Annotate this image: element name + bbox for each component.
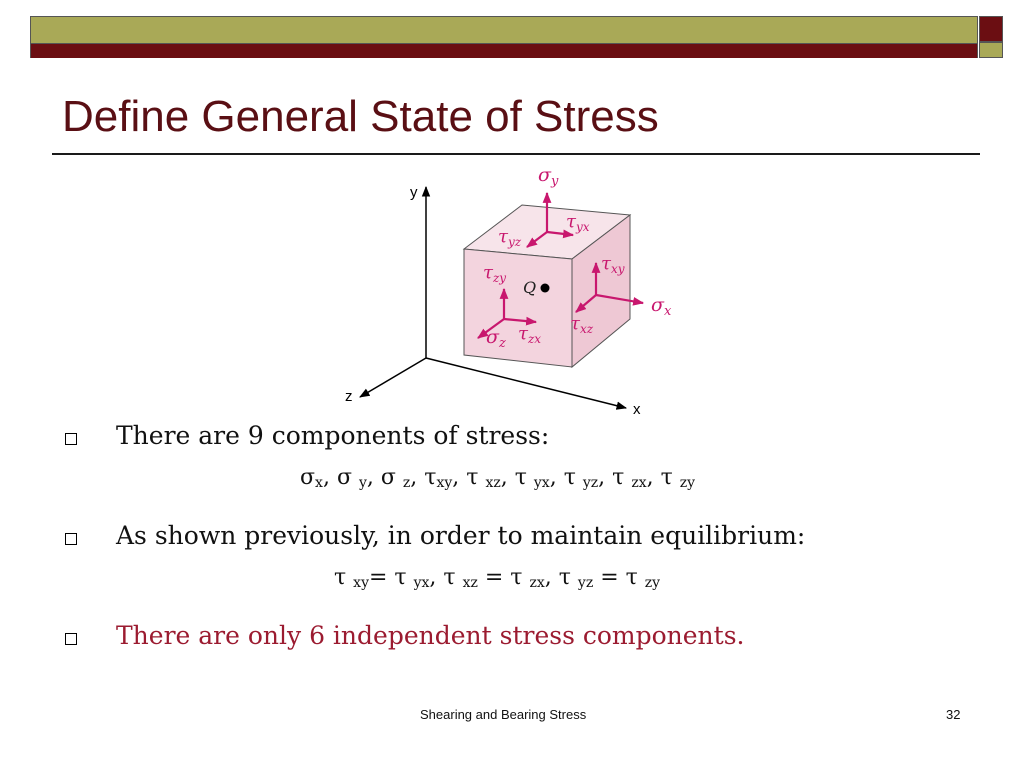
slide-title: Define General State of Stress — [62, 92, 659, 141]
formula-subscript: zy — [644, 575, 661, 591]
tau-zy-label: $\tau_{zy}$ — [483, 262, 507, 285]
formula-subscript: zy — [679, 475, 696, 491]
formula-subscript: zx — [631, 475, 647, 491]
formula-symbol: τ — [466, 465, 486, 490]
bullet-text-2: As shown previously, in order to maintain equilibrium: — [116, 521, 806, 550]
formula-subscript: yx — [413, 575, 430, 591]
point-q — [541, 284, 550, 293]
formula-subscript: xz — [485, 475, 501, 491]
bullet-marker-2 — [65, 533, 77, 545]
formula-separator: , — [500, 465, 515, 490]
formula-symbol: τ — [514, 465, 534, 490]
stress-cube-figure — [330, 165, 690, 415]
formula-subscript: x — [315, 475, 323, 491]
z-axis — [360, 358, 426, 397]
header-banner — [30, 16, 978, 58]
formula-symbol: τ — [612, 465, 632, 490]
formula-separator: , — [410, 465, 425, 490]
tau-xz-label: $\tau_{xz}$ — [570, 313, 594, 336]
formula-separator: = — [477, 565, 511, 590]
z-axis-label: z — [345, 388, 353, 405]
formula-symbol: σ — [300, 465, 316, 490]
tau-yz-label: $\tau_{yz}$ — [498, 226, 522, 249]
formula-symbol: τ — [558, 565, 578, 590]
formula-separator: , — [429, 565, 444, 590]
formula-separator: = — [593, 565, 626, 590]
sigma-z-label: $\sigma_z$ — [486, 326, 506, 351]
tau-zx-label: $\tau_{zx}$ — [518, 323, 542, 346]
formula-stress-components — [300, 465, 695, 491]
title-underline — [52, 153, 980, 155]
corner-box-maroon — [979, 16, 1003, 42]
formula-subscript: y — [358, 475, 367, 491]
formula-equilibrium — [334, 565, 660, 591]
y-axis-label: y — [410, 184, 418, 201]
formula-symbol: τ — [625, 565, 645, 590]
x-axis-label: x — [633, 401, 641, 415]
bullet-text-3: There are only 6 independent stress components. — [116, 621, 745, 650]
formula-symbol: σ — [380, 465, 403, 490]
formula-subscript: yz — [582, 475, 599, 491]
formula-separator: , — [549, 465, 564, 490]
formula-subscript: z — [402, 475, 411, 491]
formula-subscript: xz — [462, 575, 478, 591]
tau-xy-label: $\tau_{xy}$ — [601, 253, 625, 276]
formula-separator: , — [646, 465, 661, 490]
tau-yx-label: $\tau_{yx}$ — [566, 211, 590, 234]
formula-separator: = — [368, 565, 395, 590]
bullet-marker-1 — [65, 433, 77, 445]
slide-number: 32 — [946, 707, 961, 722]
formula-symbol: τ — [424, 465, 437, 490]
formula-separator: , — [366, 465, 381, 490]
formula-symbol: τ — [510, 565, 530, 590]
formula-separator: , — [598, 465, 613, 490]
formula-symbol: τ — [394, 565, 414, 590]
bullet-text-1: There are 9 components of stress: — [116, 421, 550, 450]
formula-subscript: xy — [436, 475, 453, 491]
formula-subscript: xy — [353, 575, 369, 591]
formula-subscript: zx — [529, 575, 545, 591]
formula-symbol: τ — [334, 565, 354, 590]
sigma-x-label: $\sigma_x$ — [651, 294, 672, 319]
formula-symbol: τ — [563, 465, 583, 490]
formula-symbol: τ — [660, 465, 680, 490]
banner-maroon-stripe — [31, 44, 977, 58]
formula-symbol: σ — [336, 465, 359, 490]
formula-symbol: τ — [443, 565, 463, 590]
banner-olive-stripe — [31, 17, 977, 44]
corner-box-olive — [979, 42, 1003, 58]
sigma-y-label: $\sigma_y$ — [538, 165, 559, 189]
formula-separator: , — [544, 565, 559, 590]
cube-front-face — [464, 249, 572, 367]
point-q-label: Q — [523, 278, 537, 297]
formula-subscript: yx — [533, 475, 550, 491]
x-axis — [426, 358, 626, 408]
formula-subscript: yz — [577, 575, 594, 591]
formula-separator: , — [452, 465, 467, 490]
formula-separator: , — [322, 465, 337, 490]
footer-title: Shearing and Bearing Stress — [420, 707, 587, 722]
bullet-marker-3 — [65, 633, 77, 645]
